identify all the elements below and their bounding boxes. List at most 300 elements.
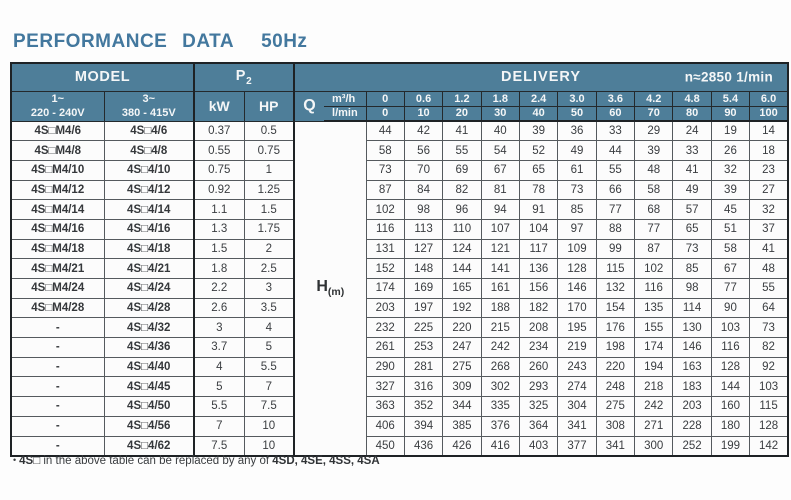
model-1phase-cell: 4S□M4/12 (11, 180, 104, 200)
head-value-cell: 49 (558, 141, 596, 161)
head-value-cell: 121 (481, 239, 519, 259)
flow-lmin-value: 100 (750, 106, 788, 121)
head-value-cell: 128 (558, 259, 596, 279)
head-value-cell: 403 (519, 436, 557, 456)
head-value-cell: 116 (635, 279, 673, 299)
head-value-cell: 78 (519, 180, 557, 200)
head-value-cell: 98 (673, 279, 711, 299)
table-body (11, 121, 788, 456)
hp-value-cell: 10 (244, 416, 294, 436)
model-3phase-cell: 4S□4/45 (104, 377, 194, 397)
head-value-cell: 290 (366, 357, 404, 377)
model-1phase-cell: 4S□M4/14 (11, 200, 104, 220)
head-value-cell: 436 (404, 436, 442, 456)
head-value-cell: 26 (711, 141, 749, 161)
head-value-cell: 152 (366, 259, 404, 279)
head-value-cell: 215 (481, 318, 519, 338)
head-value-cell: 39 (519, 121, 557, 141)
head-value-cell: 55 (596, 160, 634, 180)
head-value-cell: 160 (711, 397, 749, 417)
head-value-cell: 73 (366, 160, 404, 180)
head-value-cell: 90 (711, 298, 749, 318)
head-value-cell: 377 (558, 436, 596, 456)
model-1phase-cell: 4S□M4/28 (11, 298, 104, 318)
kw-value-cell: 4 (194, 357, 244, 377)
model-3phase-cell: 4S□4/56 (104, 416, 194, 436)
hp-value-cell: 1.5 (244, 200, 294, 220)
head-value-cell: 39 (711, 180, 749, 200)
kw-value-cell: 1.3 (194, 219, 244, 239)
head-value-cell: 29 (635, 121, 673, 141)
hp-value-cell: 1.25 (244, 180, 294, 200)
head-value-cell: 70 (404, 160, 442, 180)
head-value-cell: 127 (404, 239, 442, 259)
model-3phase-cell: 4S□4/32 (104, 318, 194, 338)
head-value-cell: 24 (673, 121, 711, 141)
head-value-cell: 73 (750, 318, 788, 338)
page-title (13, 31, 307, 53)
model-1phase-cell: - (11, 416, 104, 436)
head-value-cell: 188 (481, 298, 519, 318)
kw-value-cell: 5.5 (194, 397, 244, 417)
head-value-cell: 14 (750, 121, 788, 141)
head-value-cell: 136 (519, 259, 557, 279)
head-value-cell: 309 (443, 377, 481, 397)
head-value-cell: 49 (673, 180, 711, 200)
model-3phase-cell: 4S□4/14 (104, 200, 194, 220)
head-value-cell: 32 (711, 160, 749, 180)
head-value-cell: 40 (481, 121, 519, 141)
head-value-cell: 261 (366, 338, 404, 358)
head-value-cell: 341 (596, 436, 634, 456)
head-value-cell: 42 (404, 121, 442, 141)
head-value-cell: 68 (635, 200, 673, 220)
flow-lmin-value: 0 (366, 106, 404, 121)
head-value-cell: 41 (750, 239, 788, 259)
hp-value-cell: 0.5 (244, 121, 294, 141)
head-value-cell: 260 (519, 357, 557, 377)
flow-m3h-value: 4.2 (635, 91, 673, 106)
head-meters-label (294, 121, 366, 456)
flow-m3h-value: 5.4 (711, 91, 749, 106)
head-value-cell: 32 (750, 200, 788, 220)
table-row (11, 377, 788, 397)
hp-value-cell: 4 (244, 318, 294, 338)
table-row (11, 436, 788, 456)
head-value-cell: 225 (404, 318, 442, 338)
head-value-cell: 98 (404, 200, 442, 220)
table-header (11, 63, 788, 121)
model-1phase-cell: - (11, 318, 104, 338)
flow-m3h-value: 6.0 (750, 91, 788, 106)
head-value-cell: 195 (558, 318, 596, 338)
hp-value-cell: 5 (244, 338, 294, 358)
head-value-cell: 218 (635, 377, 673, 397)
flow-lmin-value: 50 (558, 106, 596, 121)
head-value-cell: 54 (481, 141, 519, 161)
model-3phase-cell: 4S□4/28 (104, 298, 194, 318)
head-value-cell: 144 (443, 259, 481, 279)
head-value-cell: 109 (558, 239, 596, 259)
model-3phase-cell: 4S□4/21 (104, 259, 194, 279)
head-value-cell: 275 (443, 357, 481, 377)
head-value-cell: 115 (750, 397, 788, 417)
head-value-cell: 48 (750, 259, 788, 279)
head-value-cell: 87 (635, 239, 673, 259)
flow-m3h-value: 0.6 (404, 91, 442, 106)
model-3phase-cell: 4S□4/50 (104, 397, 194, 417)
table-row (11, 121, 788, 141)
flow-m3h-value: 1.2 (443, 91, 481, 106)
model-3phase-cell: 4S□4/6 (104, 121, 194, 141)
unit-lmin-header: l/min (324, 106, 366, 121)
unit-m3h-header: m³/h (324, 91, 366, 106)
page-title-frequency: 50Hz (261, 31, 308, 52)
head-value-cell: 88 (596, 219, 634, 239)
model-3phase-cell: 4S□4/62 (104, 436, 194, 456)
head-value-cell: 115 (596, 259, 634, 279)
head-value-cell: 165 (443, 279, 481, 299)
model-3phase-cell: 4S□4/24 (104, 279, 194, 299)
table-row (11, 279, 788, 299)
head-value-cell: 182 (519, 298, 557, 318)
model-header: MODEL (11, 63, 194, 91)
head-value-cell: 385 (443, 416, 481, 436)
head-value-cell: 114 (673, 298, 711, 318)
head-value-cell: 281 (404, 357, 442, 377)
head-value-cell: 82 (443, 180, 481, 200)
head-value-cell: 450 (366, 436, 404, 456)
head-value-cell: 128 (711, 357, 749, 377)
performance-table (10, 62, 789, 457)
flow-lmin-value: 20 (443, 106, 481, 121)
head-value-cell: 180 (711, 416, 749, 436)
head-value-cell: 141 (481, 259, 519, 279)
model-1phase-cell: 4S□M4/16 (11, 219, 104, 239)
head-value-cell: 135 (635, 298, 673, 318)
kw-value-cell: 1.8 (194, 259, 244, 279)
head-value-cell: 161 (481, 279, 519, 299)
head-value-cell: 84 (404, 180, 442, 200)
head-value-cell: 274 (558, 377, 596, 397)
head-value-cell: 103 (750, 377, 788, 397)
hp-value-cell: 2.5 (244, 259, 294, 279)
head-value-cell: 293 (519, 377, 557, 397)
head-value-cell: 197 (404, 298, 442, 318)
head-value-cell: 107 (481, 219, 519, 239)
head-value-cell: 58 (711, 239, 749, 259)
model-1phase-cell: - (11, 357, 104, 377)
head-value-cell: 341 (558, 416, 596, 436)
head-value-cell: 33 (596, 121, 634, 141)
head-value-cell: 113 (404, 219, 442, 239)
head-value-cell: 56 (404, 141, 442, 161)
head-value-cell: 220 (596, 357, 634, 377)
head-value-cell: 304 (558, 397, 596, 417)
flow-lmin-value: 90 (711, 106, 749, 121)
flow-m3h-value: 3.0 (558, 91, 596, 106)
model-1phase-cell: - (11, 338, 104, 358)
head-value-cell: 33 (673, 141, 711, 161)
phase1-voltage: 220 - 240V (30, 107, 85, 119)
model-3phase-cell: 4S□4/10 (104, 160, 194, 180)
hp-header: HP (244, 91, 294, 121)
delivery-header (294, 63, 788, 91)
head-value-cell: 67 (481, 160, 519, 180)
model-3phase-cell: 4S□4/18 (104, 239, 194, 259)
kw-value-cell: 7.5 (194, 436, 244, 456)
head-value-cell: 102 (366, 200, 404, 220)
head-value-cell: 99 (596, 239, 634, 259)
footnote-model-placeholder: 4S□ (19, 455, 41, 467)
head-value-cell: 192 (443, 298, 481, 318)
head-value-cell: 220 (443, 318, 481, 338)
phase1-label: 1~ (51, 92, 65, 105)
kw-value-cell: 1.1 (194, 200, 244, 220)
hp-value-cell: 10 (244, 436, 294, 456)
model-3phase-cell: 4S□4/12 (104, 180, 194, 200)
head-value-cell: 19 (711, 121, 749, 141)
head-value-cell: 128 (750, 416, 788, 436)
flow-q-header: Q (294, 91, 324, 121)
kw-header: kW (194, 91, 244, 121)
head-value-cell: 41 (673, 160, 711, 180)
rotation-speed-label: n≈2850 1/min (684, 69, 773, 85)
header-row-main (11, 63, 788, 91)
kw-value-cell: 2.6 (194, 298, 244, 318)
table-row (11, 200, 788, 220)
kw-value-cell: 3.7 (194, 338, 244, 358)
head-value-cell: 146 (558, 279, 596, 299)
flow-lmin-value: 40 (519, 106, 557, 121)
head-value-cell: 426 (443, 436, 481, 456)
table-row (11, 239, 788, 259)
head-value-cell: 131 (366, 239, 404, 259)
head-value-cell: 163 (673, 357, 711, 377)
table-row (11, 259, 788, 279)
head-value-cell: 55 (443, 141, 481, 161)
head-value-cell: 352 (404, 397, 442, 417)
p2-header (194, 63, 294, 91)
hp-value-cell: 0.75 (244, 141, 294, 161)
flow-m3h-value: 2.4 (519, 91, 557, 106)
head-value-cell: 97 (558, 219, 596, 239)
kw-value-cell: 0.37 (194, 121, 244, 141)
head-value-cell: 102 (635, 259, 673, 279)
head-value-cell: 18 (750, 141, 788, 161)
kw-value-cell: 0.75 (194, 160, 244, 180)
head-value-cell: 132 (596, 279, 634, 299)
head-value-cell: 110 (443, 219, 481, 239)
model-1phase-cell: 4S□M4/21 (11, 259, 104, 279)
head-value-cell: 52 (519, 141, 557, 161)
head-value-cell: 66 (596, 180, 634, 200)
head-value-cell: 146 (673, 338, 711, 358)
head-value-cell: 156 (519, 279, 557, 299)
head-value-cell: 58 (635, 180, 673, 200)
head-value-cell: 253 (404, 338, 442, 358)
head-value-cell: 94 (481, 200, 519, 220)
head-value-cell: 376 (481, 416, 519, 436)
head-value-cell: 169 (404, 279, 442, 299)
head-value-cell: 65 (519, 160, 557, 180)
head-value-cell: 208 (519, 318, 557, 338)
head-unit: (m) (327, 286, 345, 299)
head-value-cell: 64 (750, 298, 788, 318)
hp-value-cell: 1.75 (244, 219, 294, 239)
head-value-cell: 73 (558, 180, 596, 200)
kw-value-cell: 0.92 (194, 180, 244, 200)
head-value-cell: 44 (596, 141, 634, 161)
flow-lmin-value: 60 (596, 106, 634, 121)
head-value-cell: 81 (481, 180, 519, 200)
head-value-cell: 242 (481, 338, 519, 358)
head-value-cell: 148 (404, 259, 442, 279)
head-value-cell: 203 (673, 397, 711, 417)
head-value-cell: 155 (635, 318, 673, 338)
p2-label: P (235, 67, 247, 84)
head-value-cell: 335 (481, 397, 519, 417)
phase3-label: 3~ (142, 92, 156, 105)
hp-value-cell: 3.5 (244, 298, 294, 318)
table-row (11, 160, 788, 180)
flow-lmin-value: 70 (635, 106, 673, 121)
hp-value-cell: 5.5 (244, 357, 294, 377)
head-value-cell: 242 (635, 397, 673, 417)
p2-subscript: 2 (246, 75, 253, 87)
head-value-cell: 44 (366, 121, 404, 141)
head-value-cell: 232 (366, 318, 404, 338)
head-value-cell: 247 (443, 338, 481, 358)
table-row (11, 397, 788, 417)
head-value-cell: 37 (750, 219, 788, 239)
head-value-cell: 58 (366, 141, 404, 161)
head-value-cell: 406 (366, 416, 404, 436)
head-value-cell: 77 (635, 219, 673, 239)
head-value-cell: 394 (404, 416, 442, 436)
head-value-cell: 142 (750, 436, 788, 456)
head-value-cell: 117 (519, 239, 557, 259)
head-value-cell: 364 (519, 416, 557, 436)
head-value-cell: 45 (711, 200, 749, 220)
footnote-model-list: 4SD, 4SE, 4SS, 4SA (272, 455, 380, 467)
table-row (11, 180, 788, 200)
head-value-cell: 252 (673, 436, 711, 456)
hp-value-cell: 7.5 (244, 397, 294, 417)
head-value-cell: 302 (481, 377, 519, 397)
phase3-voltage: 380 - 415V (121, 107, 176, 119)
head-value-cell: 124 (443, 239, 481, 259)
head-value-cell: 174 (366, 279, 404, 299)
model-1phase-cell: 4S□M4/24 (11, 279, 104, 299)
header-row-sub-top (11, 91, 788, 106)
head-value-cell: 41 (443, 121, 481, 141)
kw-value-cell: 5 (194, 377, 244, 397)
head-value-cell: 248 (596, 377, 634, 397)
table-row (11, 416, 788, 436)
head-value-cell: 325 (519, 397, 557, 417)
table-row (11, 357, 788, 377)
head-value-cell: 363 (366, 397, 404, 417)
footnote (13, 455, 380, 467)
hp-value-cell: 1 (244, 160, 294, 180)
head-value-cell: 36 (558, 121, 596, 141)
head-value-cell: 82 (750, 338, 788, 358)
kw-value-cell: 3 (194, 318, 244, 338)
head-value-cell: 104 (519, 219, 557, 239)
footnote-text: in the above table can be replaced by any of (40, 455, 273, 467)
head-value-cell: 170 (558, 298, 596, 318)
flow-m3h-value: 0 (366, 91, 404, 106)
model-3phase-cell: 4S□4/40 (104, 357, 194, 377)
head-value-cell: 85 (673, 259, 711, 279)
kw-value-cell: 2.2 (194, 279, 244, 299)
model-3phase-cell: 4S□4/8 (104, 141, 194, 161)
head-value-cell: 176 (596, 318, 634, 338)
head-value-cell: 154 (596, 298, 634, 318)
head-value-cell: 116 (366, 219, 404, 239)
head-value-cell: 77 (596, 200, 634, 220)
head-value-cell: 234 (519, 338, 557, 358)
head-value-cell: 57 (673, 200, 711, 220)
head-value-cell: 39 (635, 141, 673, 161)
kw-value-cell: 0.55 (194, 141, 244, 161)
head-value-cell: 73 (673, 239, 711, 259)
head-symbol: H (316, 278, 328, 296)
flow-lmin-value: 30 (481, 106, 519, 121)
hp-value-cell: 7 (244, 377, 294, 397)
model-3phase-cell: 4S□4/36 (104, 338, 194, 358)
head-value-cell: 327 (366, 377, 404, 397)
head-value-cell: 116 (711, 338, 749, 358)
page-title-main: PERFORMANCE DATA (13, 31, 235, 52)
phase3-voltage-header (104, 91, 194, 121)
head-value-cell: 51 (711, 219, 749, 239)
head-value-cell: 67 (711, 259, 749, 279)
head-value-cell: 344 (443, 397, 481, 417)
head-value-cell: 308 (596, 416, 634, 436)
head-value-cell: 61 (558, 160, 596, 180)
head-value-cell: 85 (558, 200, 596, 220)
table-row (11, 141, 788, 161)
hp-value-cell: 3 (244, 279, 294, 299)
model-1phase-cell: - (11, 436, 104, 456)
head-value-cell: 55 (750, 279, 788, 299)
head-value-cell: 316 (404, 377, 442, 397)
head-value-cell: 27 (750, 180, 788, 200)
head-value-cell: 48 (635, 160, 673, 180)
flow-lmin-value: 10 (404, 106, 442, 121)
head-value-cell: 268 (481, 357, 519, 377)
head-value-cell: 92 (750, 357, 788, 377)
head-value-cell: 271 (635, 416, 673, 436)
flow-m3h-value: 3.6 (596, 91, 634, 106)
head-value-cell: 194 (635, 357, 673, 377)
head-value-cell: 416 (481, 436, 519, 456)
head-value-cell: 69 (443, 160, 481, 180)
flow-lmin-value: 80 (673, 106, 711, 121)
model-1phase-cell: 4S□M4/8 (11, 141, 104, 161)
model-1phase-cell: - (11, 377, 104, 397)
head-value-cell: 183 (673, 377, 711, 397)
kw-value-cell: 1.5 (194, 239, 244, 259)
phase1-voltage-header (11, 91, 104, 121)
table-row (11, 318, 788, 338)
head-value-cell: 87 (366, 180, 404, 200)
head-value-cell: 91 (519, 200, 557, 220)
table-row (11, 338, 788, 358)
table-row (11, 219, 788, 239)
